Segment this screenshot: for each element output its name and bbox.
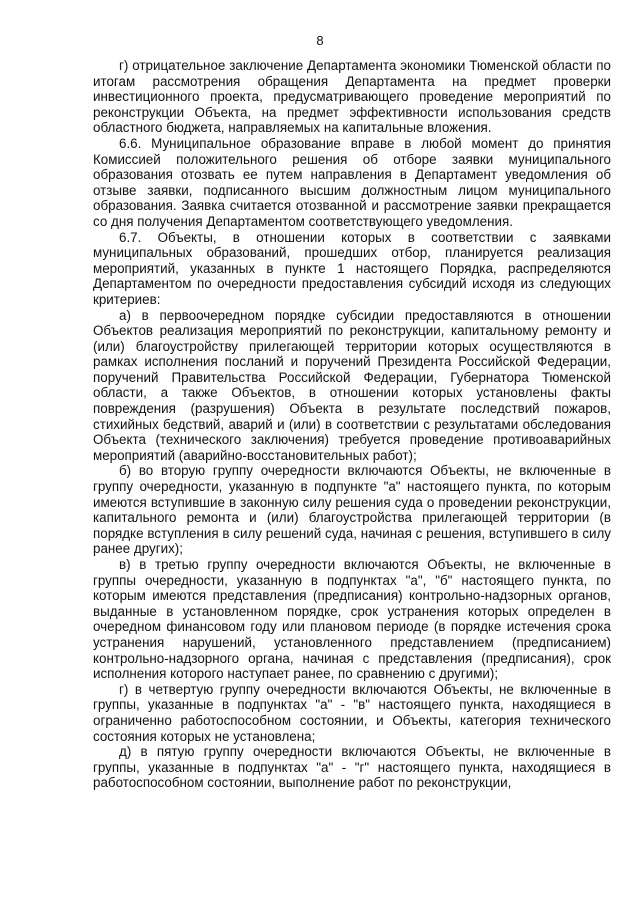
document-body [93, 58, 611, 791]
paragraph-a-first-priority: а) в первоочередном порядке субсидии предоставляются в отношении Объектов реализация мероприятий по реконструкции, капитальному ремонту и (или) благоустройству прилегающей территории которых осуществляются в рамках исполнения посланий и поручений Президента Российской Федерации, поручений Правительства Российской Федерации, Губернатора Тюменской области, а также Объектов, в отношении которых установлены факты повреждения (разрушения) Объекта в результате последствий пожаров, стихийных бедствий, аварий и (или) в соответствии с результатами обследования Объекта (технического заключения) требуется проведение противоаварийных мероприятий (аварийно-восстановительных работ); [93, 307, 611, 463]
page-number: 8 [316, 33, 324, 48]
paragraph-d-fifth-group: д) в пятую группу очередности включаются Объекты, не включенные в группы, указанные в подпунктах "а" - "г" настоящего пункта, находящиеся в работоспособном состоянии, выполнение работ по реконструкции, [93, 744, 611, 791]
paragraph-6-6-withdrawal: 6.6. Муниципальное образование вправе в любой момент до принятия Комиссией положительного решения об отборе заявки муниципального образования отозвать ее путем направления в Департамент уведомления об отзыве заявки, подписанного высшим должностным лицом муниципального образования. Заявка считается отозванной и рассмотрение заявки прекращается со дня получения Департаментом соответствующего уведомления. [93, 135, 611, 229]
paragraph-g-negative-conclusion: г) отрицательное заключение Департамента экономики Тюменской области по итогам рассмотрения обращения Департамента на предмет проверки инвестиционного проекта, предусматривающего проведение мероприятий по реконструкции Объекта, на предмет эффективности использования средств областного бюджета, направляемых на капитальные вложения. [93, 58, 611, 136]
paragraph-g-fourth-group: г) в четвертую группу очередности включаются Объекты, не включенные в группы, указанные в подпунктах "а" - "в" настоящего пункта, находящиеся в ограниченно работоспособном состоянии, и Объекты, категория технического состояния которых не установлена; [93, 681, 611, 744]
paragraph-6-7-criteria: 6.7. Объекты, в отношении которых в соответствии с заявками муниципальных образований, прошедших отбор, планируется реализация мероприятий, указанных в пункте 1 настоящего Порядка, распределяются Департаментом по очередности предоставления субсидий исходя из следующих критериев: [93, 229, 611, 307]
paragraph-v-third-group: в) в третью группу очередности включаются Объекты, не включенные в группы очередности, указанную в подпунктах "а", "б" настоящего пункта, по которым имеются представления (предписания) контрольно-надзорных органов, выданные в установленном порядке, срок устранения которых определен в очередном финансовом году или плановом периоде (в порядке истечения срока устранения нарушений, установленного представлением (предписанием) контрольно-надзорного органа, начиная с представления (предписания), срок исполнения которого наступает ранее, по сравнению с другими); [93, 557, 611, 682]
paragraph-b-second-group: б) во вторую группу очередности включаются Объекты, не включенные в группу очередности, указанную в подпункте "а" настоящего пункта, по которым имеются вступившие в законную силу решения суда о проведении реконструкции, капитального ремонта и (или) благоустройства прилегающей территории (в порядке вступления в силу решений суда, начиная с решения, вступившего в силу ранее других); [93, 463, 611, 557]
